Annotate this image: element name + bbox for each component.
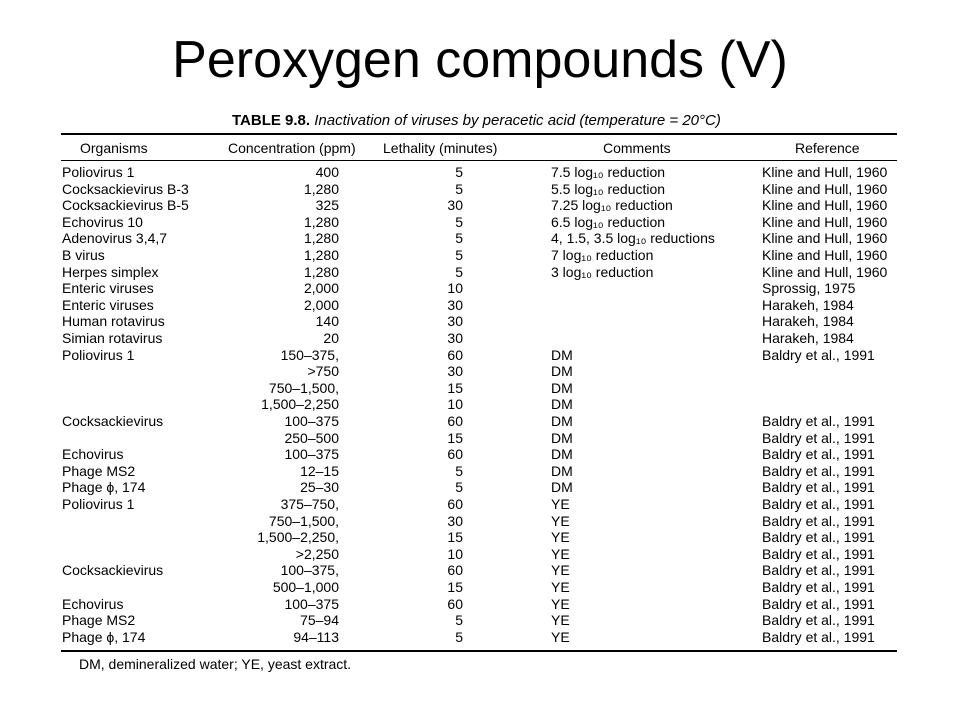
cell-reference: Baldry et al., 1991: [762, 612, 875, 629]
cell-organism: Adenovirus 3,4,7: [62, 230, 168, 247]
cell-reference: Kline and Hull, 1960: [762, 164, 888, 180]
cell-comment: 5.5 log₁₀ reduction: [551, 180, 666, 197]
table-row: [0, 579, 960, 596]
cell-lethality: 60: [447, 446, 463, 463]
cell-lethality: 5: [455, 263, 463, 280]
cell-concentration: 100–375: [284, 595, 339, 612]
cell-comment: 4, 1.5, 3.5 log₁₀ reductions: [551, 230, 715, 247]
table-row: [0, 496, 960, 513]
cell-comment: YE: [551, 628, 570, 645]
cell-reference: Baldry et al., 1991: [762, 512, 875, 529]
cell-lethality: 30: [447, 296, 463, 313]
cell-concentration: 1,280: [303, 263, 339, 280]
cell-lethality: 5: [455, 479, 463, 496]
cell-organism: Phage ϕ, 174: [62, 628, 146, 645]
cell-concentration: 750–1,500,: [268, 379, 339, 396]
table-caption: [232, 111, 721, 131]
cell-concentration: 250–500: [284, 429, 339, 446]
cell-organism: B virus: [62, 247, 105, 263]
cell-reference: Harakeh, 1984: [762, 296, 854, 313]
cell-reference: Kline and Hull, 1960: [762, 263, 888, 280]
cell-concentration: 750–1,500,: [268, 512, 339, 529]
cell-lethality: 15: [447, 529, 463, 546]
cell-concentration: 1,280: [303, 230, 339, 247]
cell-lethality: 30: [447, 330, 463, 346]
cell-concentration: 1,280: [303, 180, 339, 197]
cell-lethality: 10: [447, 280, 463, 297]
cell-organism: Echovirus 10: [62, 213, 143, 230]
cell-lethality: 5: [455, 230, 463, 247]
table-top-rule: [61, 133, 897, 135]
column-header-concentration: Concentration (ppm): [228, 140, 356, 156]
cell-concentration: 20: [323, 330, 339, 346]
cell-reference: Baldry et al., 1991: [762, 562, 875, 579]
cell-comment: DM: [551, 462, 573, 479]
slide-title: Peroxygen compounds (V): [172, 31, 788, 89]
table-row: [0, 562, 960, 579]
table-row: [0, 529, 960, 546]
table-row: [0, 230, 960, 247]
cell-lethality: 5: [455, 247, 463, 263]
cell-organism: Poliovirus 1: [62, 346, 135, 363]
cell-comment: DM: [551, 363, 573, 380]
cell-comment: DM: [551, 429, 573, 446]
cell-concentration: 12–15: [300, 462, 339, 479]
table-row: [0, 247, 960, 264]
cell-reference: Harakeh, 1984: [762, 313, 854, 330]
cell-concentration: 1,500–2,250,: [257, 529, 339, 546]
cell-reference: Baldry et al., 1991: [762, 496, 875, 512]
table-row: [0, 197, 960, 214]
cell-lethality: 60: [447, 496, 463, 512]
cell-concentration: 100–375: [284, 446, 339, 463]
table-row: [0, 513, 960, 530]
table-row: [0, 596, 960, 613]
column-header-comments: Comments: [603, 140, 671, 156]
cell-lethality: 30: [447, 313, 463, 330]
cell-comment: DM: [551, 396, 573, 413]
cell-comment: 3 log₁₀ reduction: [551, 263, 654, 280]
cell-comment: DM: [551, 479, 573, 496]
table-bottom-rule: [61, 650, 897, 652]
table-row: [0, 164, 960, 181]
cell-comment: DM: [551, 379, 573, 396]
cell-lethality: 60: [447, 346, 463, 363]
cell-lethality: 5: [455, 164, 463, 180]
table-row: [0, 629, 960, 646]
table-row: [0, 396, 960, 413]
cell-comment: YE: [551, 545, 570, 562]
cell-concentration: 94–113: [293, 628, 339, 645]
cell-comment: 6.5 log₁₀ reduction: [551, 213, 666, 230]
cell-reference: Baldry et al., 1991: [762, 462, 875, 479]
table-row: [0, 380, 960, 397]
table-row: [0, 363, 960, 380]
cell-comment: YE: [551, 512, 570, 529]
cell-lethality: 15: [447, 579, 463, 595]
cell-lethality: 10: [447, 396, 463, 413]
table-row: [0, 413, 960, 430]
cell-reference: Baldry et al., 1991: [762, 446, 875, 463]
column-header-organisms: Organisms: [80, 140, 148, 156]
cell-comment: YE: [551, 595, 570, 612]
cell-concentration: 1,500–2,250: [261, 396, 339, 413]
cell-reference: Baldry et al., 1991: [762, 529, 875, 546]
cell-organism: Cocksackievirus: [62, 562, 164, 579]
cell-reference: Baldry et al., 1991: [762, 429, 875, 446]
cell-comment: DM: [551, 346, 573, 363]
cell-organism: Cocksackievirus B-3: [62, 180, 189, 197]
cell-comment: YE: [551, 579, 570, 595]
cell-comment: YE: [551, 612, 570, 629]
cell-concentration: 1,280: [303, 213, 339, 230]
table-row: [0, 264, 960, 281]
cell-lethality: 60: [447, 562, 463, 579]
cell-lethality: 15: [447, 379, 463, 396]
table-label: TABLE 9.8.: [232, 112, 311, 129]
cell-lethality: 5: [455, 462, 463, 479]
cell-reference: Baldry et al., 1991: [762, 346, 875, 363]
cell-concentration: 100–375: [284, 413, 339, 429]
table-row: [0, 297, 960, 314]
table-row: [0, 612, 960, 629]
cell-organism: Enteric viruses: [62, 296, 154, 313]
cell-concentration: 150–375,: [280, 346, 339, 363]
cell-comment: YE: [551, 562, 570, 579]
cell-organism: Phage ϕ, 174: [62, 479, 146, 496]
cell-concentration: 400: [315, 164, 339, 180]
cell-lethality: 5: [455, 628, 463, 645]
table-header-row: [0, 138, 960, 158]
cell-reference: Sprossig, 1975: [762, 280, 856, 297]
cell-organism: Phage MS2: [62, 462, 136, 479]
cell-organism: Enteric viruses: [62, 280, 154, 297]
cell-lethality: 30: [447, 363, 463, 380]
table-row: [0, 280, 960, 297]
cell-reference: Baldry et al., 1991: [762, 545, 875, 562]
cell-organism: Poliovirus 1: [62, 496, 135, 512]
cell-lethality: 30: [447, 512, 463, 529]
cell-lethality: 60: [447, 595, 463, 612]
cell-reference: Baldry et al., 1991: [762, 628, 875, 645]
cell-concentration: 325: [315, 197, 339, 214]
cell-organism: Phage MS2: [62, 612, 136, 629]
table-row: [0, 446, 960, 463]
cell-comment: 7.5 log₁₀ reduction: [551, 164, 666, 180]
cell-organism: Cocksackievirus: [62, 413, 164, 429]
cell-reference: Harakeh, 1984: [762, 330, 854, 346]
cell-reference: Kline and Hull, 1960: [762, 230, 888, 247]
cell-lethality: 10: [447, 545, 463, 562]
cell-organism: Simian rotavirus: [62, 330, 163, 346]
cell-organism: Human rotavirus: [62, 313, 165, 330]
table-row: [0, 313, 960, 330]
cell-reference: Baldry et al., 1991: [762, 479, 875, 496]
table-header-rule: [61, 160, 897, 161]
cell-reference: Kline and Hull, 1960: [762, 213, 888, 230]
table-footnote: DM, demineralized water; YE, yeast extract.: [79, 656, 352, 672]
cell-lethality: 30: [447, 197, 463, 214]
cell-concentration: 140: [315, 313, 339, 330]
cell-lethality: 15: [447, 429, 463, 446]
cell-concentration: 75–94: [300, 612, 339, 629]
cell-concentration: >750: [307, 363, 339, 380]
cell-organism: Cocksackievirus B-5: [62, 197, 189, 214]
cell-comment: DM: [551, 413, 573, 429]
cell-comment: YE: [551, 496, 570, 512]
column-header-lethality: Lethality (minutes): [383, 140, 498, 156]
cell-reference: Baldry et al., 1991: [762, 579, 875, 595]
cell-comment: DM: [551, 446, 573, 463]
cell-lethality: 5: [455, 612, 463, 629]
table-row: [0, 430, 960, 447]
column-header-reference: Reference: [795, 140, 860, 156]
cell-reference: Baldry et al., 1991: [762, 413, 875, 429]
cell-concentration: 2,000: [303, 296, 339, 313]
cell-reference: Kline and Hull, 1960: [762, 197, 888, 214]
cell-reference: Baldry et al., 1991: [762, 595, 875, 612]
table-row: [0, 347, 960, 364]
cell-concentration: 500–1,000: [272, 579, 339, 595]
table-title: Inactivation of viruses by peracetic acid (temperature = 20°C): [314, 112, 721, 129]
cell-concentration: 100–375,: [280, 562, 339, 579]
cell-comment: 7.25 log₁₀ reduction: [551, 197, 673, 214]
cell-lethality: 5: [455, 180, 463, 197]
table-row: [0, 546, 960, 563]
cell-lethality: 60: [447, 413, 463, 429]
table-row: [0, 214, 960, 231]
cell-concentration: 25–30: [300, 479, 339, 496]
cell-organism: Echovirus: [62, 595, 124, 612]
cell-concentration: 2,000: [303, 280, 339, 297]
table-row: [0, 479, 960, 496]
table-row: [0, 181, 960, 198]
cell-reference: Kline and Hull, 1960: [762, 247, 888, 263]
cell-comment: YE: [551, 529, 570, 546]
cell-concentration: >2,250: [295, 545, 339, 562]
cell-organism: Echovirus: [62, 446, 124, 463]
cell-organism: Poliovirus 1: [62, 164, 135, 180]
cell-comment: 7 log₁₀ reduction: [551, 247, 654, 263]
table-row: [0, 330, 960, 347]
cell-organism: Herpes simplex: [62, 263, 159, 280]
table-row: [0, 463, 960, 480]
cell-concentration: 1,280: [303, 247, 339, 263]
cell-lethality: 5: [455, 213, 463, 230]
cell-concentration: 375–750,: [280, 496, 339, 512]
cell-reference: Kline and Hull, 1960: [762, 180, 888, 197]
